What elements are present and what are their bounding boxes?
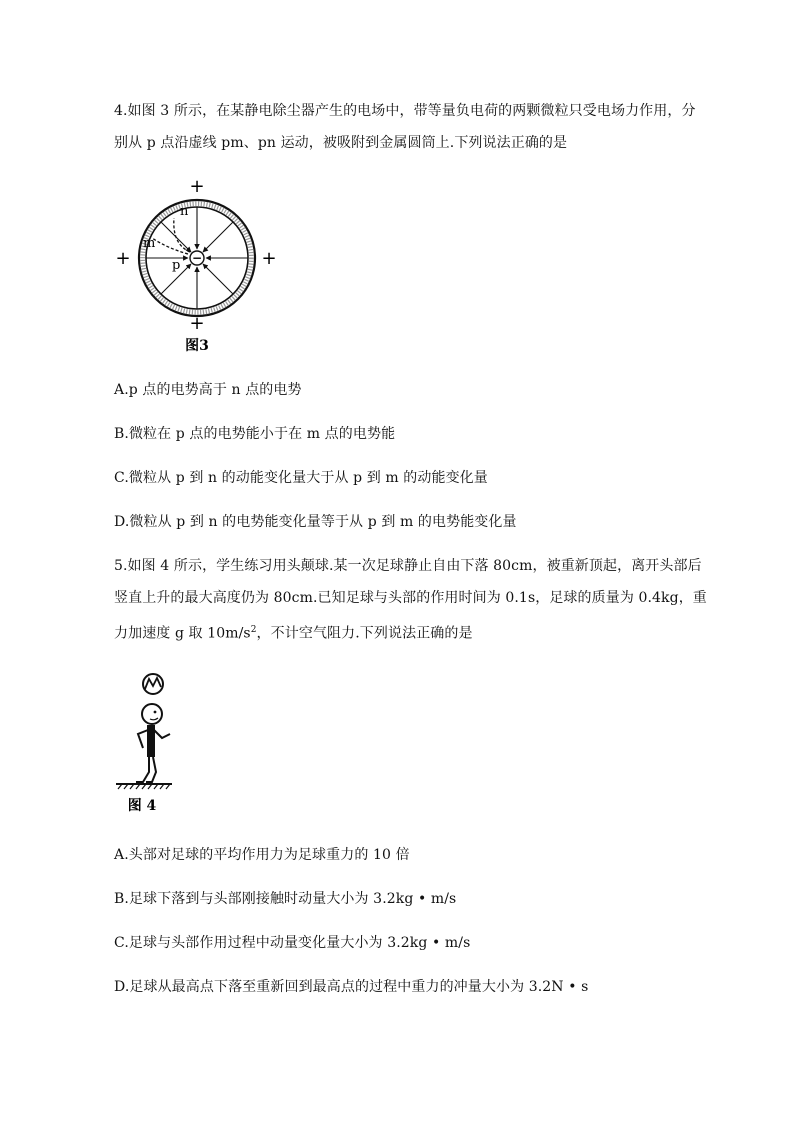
figure-4	[112, 668, 202, 816]
plus-bottom: +	[189, 313, 205, 334]
plus-left: +	[115, 248, 131, 269]
student-eye	[154, 711, 157, 714]
trajectory-pm	[152, 238, 188, 254]
q5-option-a: A.头部对足球的平均作用力为足球重力的 10 倍	[114, 847, 410, 863]
student-right-arm	[154, 730, 170, 738]
student-body	[147, 725, 155, 757]
student-left-arm	[138, 730, 148, 748]
q4-option-c: C.微粒从 p 到 n 的动能变化量大于从 p 到 m 的动能变化量	[114, 470, 488, 486]
plus-right: +	[261, 248, 277, 269]
q5-stem-line-3	[114, 620, 473, 644]
student-head	[142, 704, 162, 724]
q5-stem-line-3-part-b: ，不计空气阻力.下列说法正确的是	[256, 625, 473, 642]
label-n: n	[180, 204, 189, 219]
student-right-leg	[146, 757, 156, 782]
electrode-minus-sign: −	[191, 251, 203, 265]
label-p: p	[172, 258, 181, 273]
plus-top: +	[189, 176, 205, 197]
q5-stem-line-1: 5.如图 4 所示，学生练习用头颠球.某一次足球静止自由下落 80cm，被重新顶起，离开头部后	[114, 558, 702, 574]
q5-stem-line-3-part-a: 力加速度 g 取 10m/s	[114, 625, 251, 642]
q4-option-b: B.微粒在 p 点的电势能小于在 m 点的电势能	[114, 426, 396, 442]
q5-option-b: B.足球下落到与头部刚接触时动量大小为 3.2kg • m/s	[114, 891, 457, 907]
figure-3	[112, 172, 282, 357]
q5-option-d: D.足球从最高点下落至重新回到最高点的过程中重力的冲量大小为 3.2N • s	[114, 979, 589, 995]
q5-stem-line-2: 竖直上升的最大高度仍为 80cm.已知足球与头部的作用时间为 0.1s，足球的质量为 0.4kg，重	[114, 590, 707, 606]
electrostatic-precipitator-diagram	[112, 172, 282, 357]
q4-stem-line-1: 4.如图 3 所示，在某静电除尘器产生的电场中，带等量负电荷的两颗微粒只受电场力作用，分	[114, 103, 696, 119]
student-left-leg	[136, 757, 149, 782]
q4-option-d: D.微粒从 p 到 n 的电势能变化量等于从 p 到 m 的电势能变化量	[114, 514, 517, 530]
figure-4-caption: 图 4	[127, 798, 157, 814]
label-m: m	[143, 236, 156, 251]
q5-option-c: C.足球与头部作用过程中动量变化量大小为 3.2kg • m/s	[114, 935, 471, 951]
q4-option-a: A.p 点的电势高于 n 点的电势	[114, 382, 302, 398]
figure-3-caption: 图3	[185, 338, 209, 354]
q4-stem-line-2: 别从 p 点沿虚线 pm、pn 运动，被吸附到金属圆筒上.下列说法正确的是	[114, 135, 568, 151]
trajectory-pn	[174, 218, 190, 252]
heading-ball-diagram	[112, 668, 202, 816]
q5-stem-superscript: 2	[250, 625, 257, 635]
